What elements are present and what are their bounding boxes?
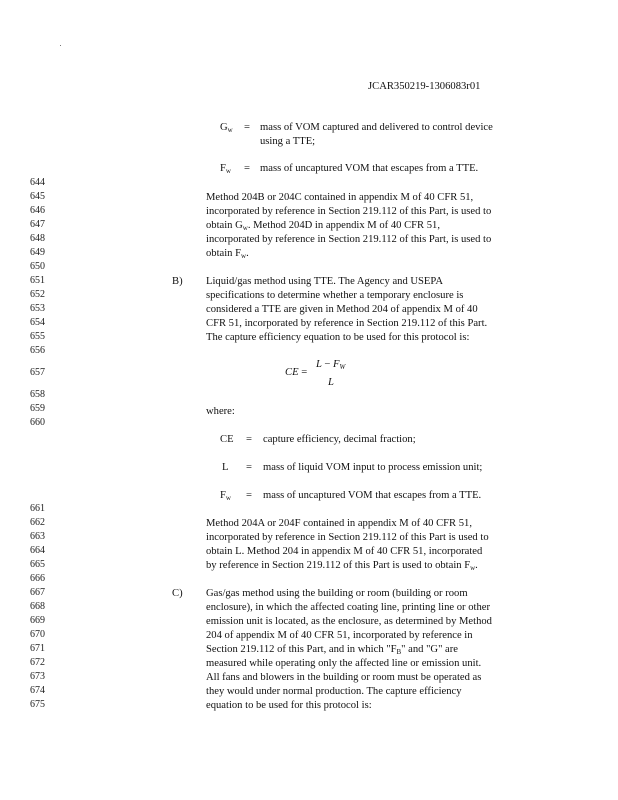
para-204b-line-1: Method 204B or 204C contained in appendix M of 40 CFR 51,	[206, 192, 474, 203]
line-number: 674	[30, 685, 45, 696]
line-number: 660	[30, 417, 45, 428]
line-number: 659	[30, 403, 45, 414]
def-gw-symbol: $G_w$	[220, 122, 233, 134]
section-b-line-1: Liquid/gas method using TTE. The Agency and USEPA	[206, 276, 443, 287]
line-number: 669	[30, 615, 45, 626]
scan-speck	[60, 45, 61, 46]
section-c-line-5: Section 219.112 of this Part, and in which "$F_B$" and "G" are	[206, 644, 458, 656]
line-number: 675	[30, 699, 45, 710]
para-204b-line-4: incorporated by reference in Section 219.112 of this Part, is used to	[206, 234, 492, 245]
section-b-line-4: CFR 51, incorporated by reference in Section 219.112 of this Part.	[206, 318, 488, 329]
line-number: 655	[30, 331, 45, 342]
def-l-equals: =	[246, 462, 252, 473]
line-number: 645	[30, 191, 45, 202]
section-c-line-9: equation to be used for this protocol is:	[206, 700, 372, 711]
section-c-line-7: All fans and blowers in the building or room must be operated as	[206, 672, 482, 683]
where-label: where:	[206, 406, 235, 417]
line-number: 670	[30, 629, 45, 640]
para-204b-line-5: obtain $F_w$.	[206, 248, 249, 260]
def-ce-equals: =	[246, 434, 252, 445]
def-gw-text-2: using a TTE;	[260, 136, 316, 147]
section-b-line-3: considered a TTE are given in Method 204 of appendix M of 40	[206, 304, 478, 315]
section-b-label: B)	[172, 276, 183, 287]
def-l-text: mass of liquid VOM input to process emission unit;	[263, 462, 483, 473]
line-number: 662	[30, 517, 45, 528]
line-number: 652	[30, 289, 45, 300]
line-number: 646	[30, 205, 45, 216]
line-number: 663	[30, 531, 45, 542]
para-204a-line-2: incorporated by reference in Section 219.112 of this Part is used to	[206, 532, 489, 543]
para-204b-line-2: incorporated by reference in Section 219.112 of this Part, is used to	[206, 206, 492, 217]
section-b-line-5: The capture efficiency equation to be used for this protocol is:	[206, 332, 470, 343]
def-fw-symbol: $F_w$	[220, 163, 231, 175]
para-204a-line-3: obtain L. Method 204 in appendix M of 40 CFR 51, incorporated	[206, 546, 483, 557]
section-c-label: C)	[172, 588, 183, 599]
line-number: 654	[30, 317, 45, 328]
line-number: 650	[30, 261, 45, 272]
line-number: 656	[30, 345, 45, 356]
line-number: 658	[30, 389, 45, 400]
document-id: JCAR350219-1306083r01	[368, 81, 481, 92]
equation-lhs: CE =	[285, 367, 308, 378]
def-ce-symbol: CE	[220, 434, 234, 445]
def-fw2-text: mass of uncaptured VOM that escapes from a TTE.	[263, 490, 482, 501]
section-c-line-3: emission unit is located, as the enclosure, as determined by Method	[206, 616, 492, 627]
section-c-line-1: Gas/gas method using the building or room (building or room	[206, 588, 468, 599]
para-204b-line-3: obtain $G_w$. Method 204D in appendix M of 40 CFR 51,	[206, 220, 441, 232]
def-l-symbol: L	[222, 462, 229, 473]
section-b-line-2: specifications to determine whether a temporary enclosure is	[206, 290, 464, 301]
line-number: 672	[30, 657, 45, 668]
para-204a-line-1: Method 204A or 204F contained in appendix M of 40 CFR 51,	[206, 518, 473, 529]
line-number: 665	[30, 559, 45, 570]
def-fw2-equals: =	[246, 490, 252, 501]
section-c-line-6: measured while operating only the affected line or emission unit.	[206, 658, 482, 669]
line-number: 647	[30, 219, 45, 230]
section-c-line-4: 204 of appendix M of 40 CFR 51, incorporated by reference in	[206, 630, 473, 641]
line-number: 649	[30, 247, 45, 258]
def-ce-text: capture efficiency, decimal fraction;	[263, 434, 416, 445]
line-number: 648	[30, 233, 45, 244]
line-number: 666	[30, 573, 45, 584]
line-number: 664	[30, 545, 45, 556]
def-gw-text-1: mass of VOM captured and delivered to control device	[260, 122, 493, 133]
line-number: 673	[30, 671, 45, 682]
line-number: 657	[30, 367, 45, 378]
equation-numerator: $L - F_W$	[316, 359, 346, 371]
line-number: 653	[30, 303, 45, 314]
section-c-line-8: they would under normal production. The capture efficiency	[206, 686, 462, 697]
line-number: 667	[30, 587, 45, 598]
def-fw-text: mass of uncaptured VOM that escapes from a TTE.	[260, 163, 479, 174]
line-number: 668	[30, 601, 45, 612]
line-number: 651	[30, 275, 45, 286]
equation-denominator: L	[328, 377, 334, 388]
def-gw-equals: =	[244, 122, 250, 133]
line-number: 661	[30, 503, 45, 514]
def-fw-equals: =	[244, 163, 250, 174]
def-fw2-symbol: $F_w$	[220, 490, 231, 502]
section-c-line-2: enclosure), in which the affected coating line, printing line or other	[206, 602, 490, 613]
line-number: 671	[30, 643, 45, 654]
para-204a-line-4: by reference in Section 219.112 of this Part is used to obtain $F_w$.	[206, 560, 478, 572]
line-number: 644	[30, 177, 45, 188]
